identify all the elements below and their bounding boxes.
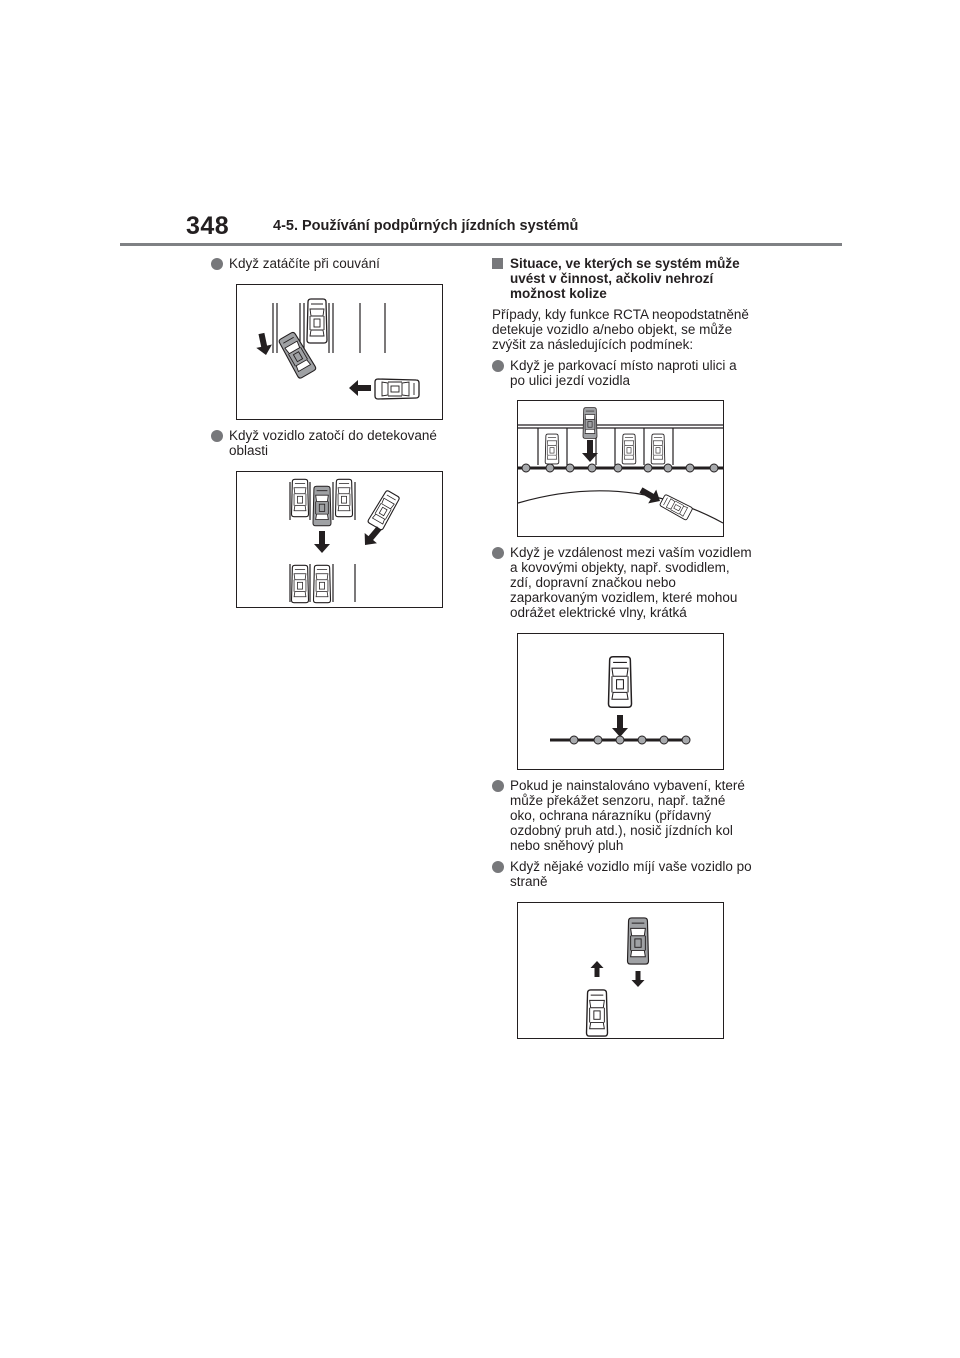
reverse-arrow-icon: [632, 971, 645, 987]
parked-car-icon: [336, 479, 353, 516]
bullet-icon: [211, 258, 223, 270]
list-item-text: Pokud je nainstalováno vybavení, které může překážet senzoru, např. tažné oko, ochrana nárazníku (přídavný ozdobný pruh atd.), nosič jízdních kol nebo sněhový pluh: [510, 778, 745, 853]
bullet-icon: [492, 861, 504, 873]
reverse-arrow-icon: [254, 332, 274, 357]
figure-passing-vehicle: [517, 902, 724, 1039]
parked-car-icon: [307, 299, 327, 343]
list-item: [211, 428, 451, 458]
left-column: [211, 256, 451, 608]
figure-parking-facing-street: [517, 400, 724, 537]
bullet-icon: [492, 547, 504, 559]
subheading-item: [492, 256, 754, 301]
guardrail-posts: [522, 464, 718, 472]
reverse-arrow-icon: [612, 715, 628, 737]
forward-arrow-icon: [591, 961, 604, 977]
list-item-text: Když vozidlo zatočí do detekované oblasti: [229, 428, 437, 458]
bullet-icon: [211, 430, 223, 442]
road-curve: [518, 491, 723, 523]
turning-car-icon: [367, 490, 400, 531]
parked-car-icon: [292, 565, 309, 602]
approaching-car-icon: [375, 379, 419, 399]
figure-turning-vehicle: [236, 471, 443, 608]
reverse-arrow-icon: [314, 531, 330, 553]
list-item: [492, 545, 754, 620]
figure-reversing-turn: [236, 284, 443, 420]
figure-close-metal-object: [517, 633, 724, 770]
square-bullet-icon: [492, 258, 503, 269]
intro-paragraph: Případy, kdy funkce RCTA neopodstatněně detekuje vozidlo a/nebo objekt, se může zvýšit za následujících podmínek:: [492, 307, 749, 352]
bullet-icon: [492, 360, 504, 372]
list-item-text: Když je parkovací místo naproti ulici a po ulici jezdí vozidla: [510, 358, 737, 388]
list-item-text: Když je vzdálenost mezi vaším vozidlem a kovovými objekty, např. svodidlem, zdí, dopravní značkou nebo zaparkovaným vozidlem, které mohou odrážet elektrické vlny, krátká: [510, 545, 752, 620]
own-car-icon: [313, 486, 331, 526]
parked-car-icon: [622, 434, 636, 464]
passing-car-icon: [587, 990, 608, 1036]
subheading: Situace, ve kterých se systém může uvést v činnost, ačkoliv nehrozí možnost kolize: [510, 256, 740, 301]
parked-car-icon: [314, 565, 331, 602]
list-item: [211, 256, 451, 271]
own-car-icon: [609, 657, 632, 708]
passing-car-icon: [659, 494, 693, 521]
list-item-text: Když zatáčíte při couvání: [229, 256, 380, 271]
own-car-icon: [583, 408, 597, 439]
right-column: [492, 256, 754, 1039]
parked-car-icon: [651, 434, 665, 464]
header-divider: [120, 243, 842, 246]
list-item-text: Když nějaké vozidlo míjí vaše vozidlo po straně: [510, 859, 752, 889]
section-title: 4-5. Používání podpůrných jízdních systémů: [273, 218, 579, 234]
approach-arrow-icon: [349, 380, 371, 396]
own-car-icon: [628, 918, 649, 964]
list-item: [492, 778, 754, 853]
parked-car-icon: [545, 434, 559, 464]
page-number: 348: [186, 212, 230, 240]
parked-car-icon: [292, 479, 309, 516]
list-item: [492, 859, 754, 889]
list-item: [492, 358, 754, 388]
bullet-icon: [492, 780, 504, 792]
